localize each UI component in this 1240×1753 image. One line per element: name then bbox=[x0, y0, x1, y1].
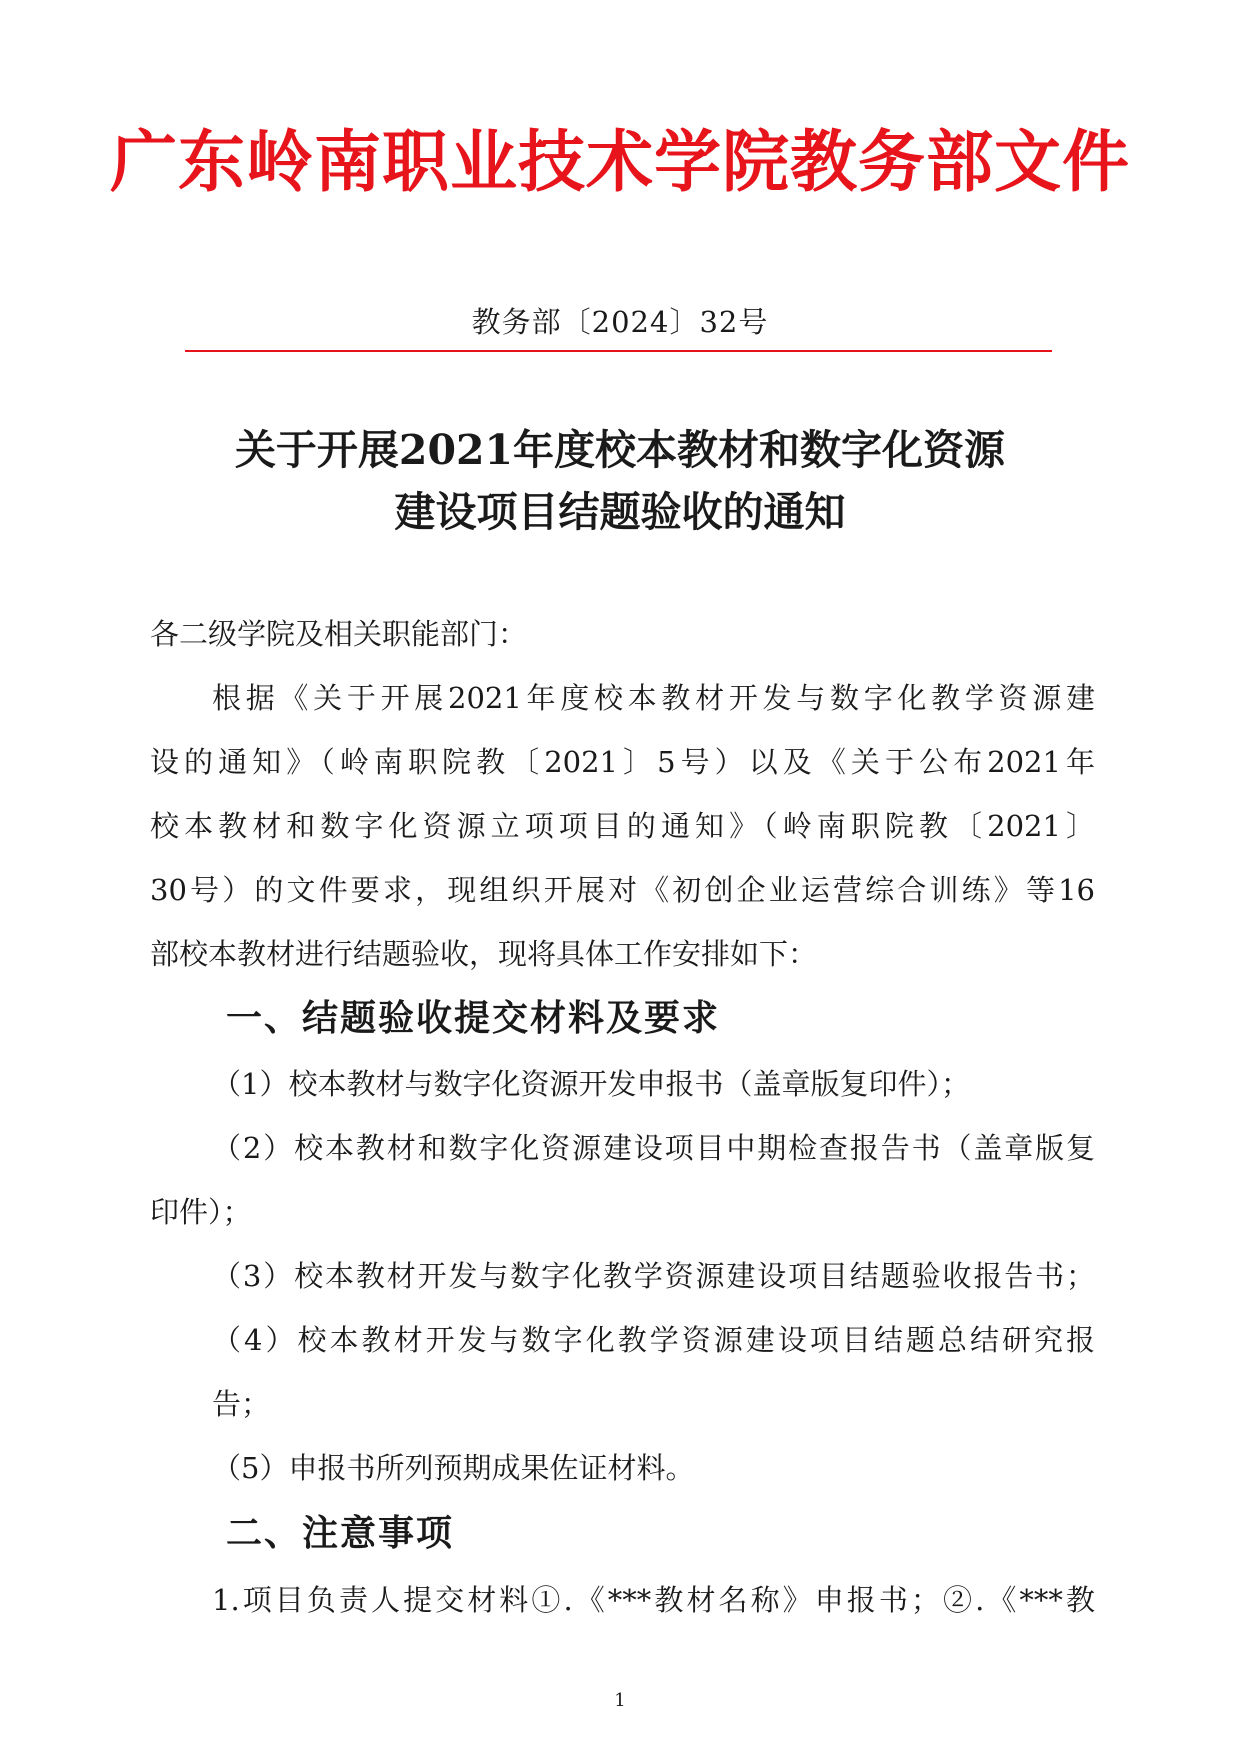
intro-line-4: 30号）的文件要求，现组织开展对《初创企业运营综合训练》等16 bbox=[150, 873, 1095, 907]
section-1-item-5: （5）申报书所列预期成果佐证材料。 bbox=[212, 1451, 695, 1485]
section-1-item-2: （2）校本教材和数字化资源建设项目中期检查报告书（盖章版复 bbox=[212, 1131, 1095, 1165]
section-1-heading: 一、结题验收提交材料及要求 bbox=[226, 997, 721, 1039]
intro-line-2: 设的通知》（岭南职院教〔2021〕5号）以及《关于公布2021年 bbox=[150, 745, 1095, 779]
document-number: 教务部〔2024〕32号 bbox=[471, 305, 769, 339]
notice-title-line-2: 建设项目结题验收的通知 bbox=[394, 488, 846, 536]
section-1-item-4: （4）校本教材开发与数字化教学资源建设项目结题总结研究报 bbox=[212, 1323, 1095, 1357]
intro-line-5: 部校本教材进行结题验收，现将具体工作安排如下： bbox=[150, 937, 818, 971]
salutation: 各二级学院及相关职能部门： bbox=[150, 617, 528, 651]
section-1-item-4-cont: 告； bbox=[212, 1387, 271, 1421]
intro-line-1: 根据《关于开展2021年度校本教材开发与数字化教学资源建 bbox=[212, 681, 1095, 715]
intro-line-3: 校本教材和数字化资源立项项目的通知》（岭南职院教〔2021〕 bbox=[150, 809, 1095, 843]
section-2-heading: 二、注意事项 bbox=[226, 1512, 455, 1554]
page-number: 1 bbox=[614, 1690, 626, 1711]
section-1-item-3: （3）校本教材开发与数字化教学资源建设项目结题验收报告书； bbox=[212, 1259, 1095, 1293]
document-header-title: 广东岭南职业技术学院教务部文件 bbox=[110, 122, 1130, 201]
section-1-item-2-cont: 印件）； bbox=[150, 1195, 252, 1229]
notice-title-line-1: 关于开展2021年度校本教材和数字化资源 bbox=[234, 426, 1006, 474]
section-2-item-1: 1.项目负责人提交材料①.《***教材名称》申报书；②.《***教 bbox=[212, 1583, 1095, 1617]
header-divider bbox=[185, 350, 1052, 352]
section-1-item-1: （1）校本教材与数字化资源开发申报书（盖章版复印件）； bbox=[212, 1067, 970, 1101]
